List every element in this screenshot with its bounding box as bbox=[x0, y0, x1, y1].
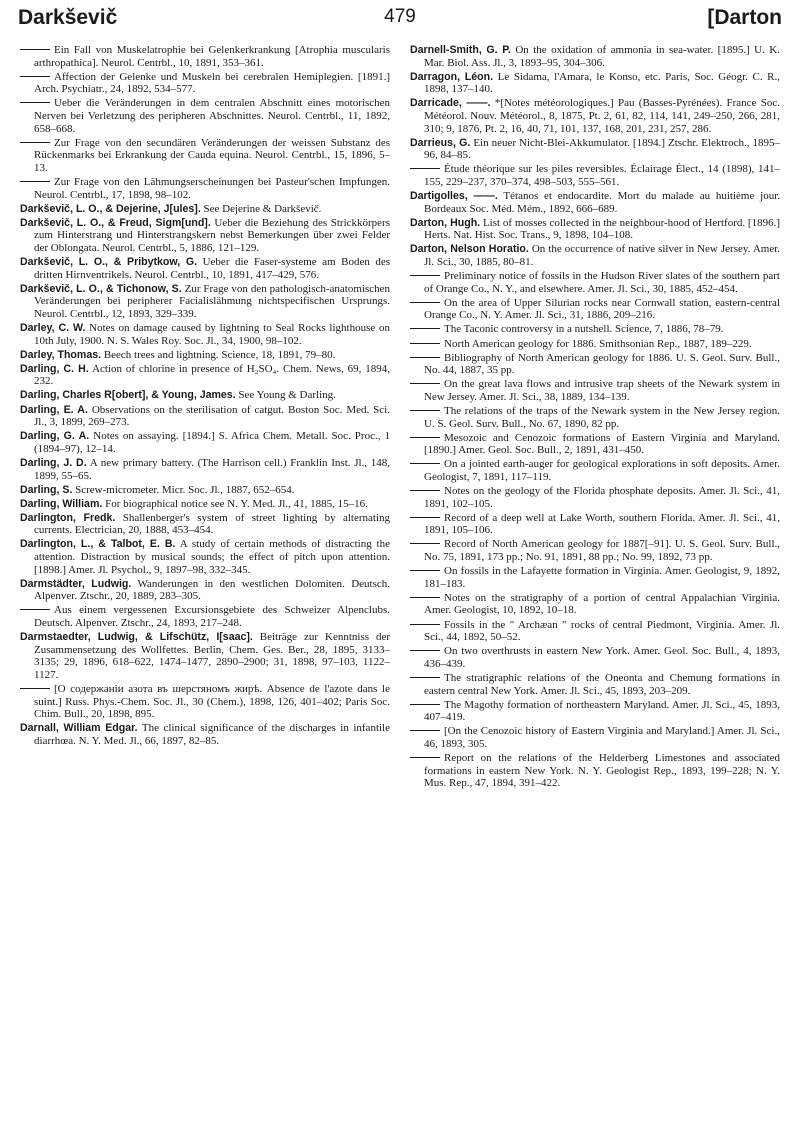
entry-author: Darling, G. A. bbox=[20, 430, 90, 443]
bibliography-entry bbox=[20, 512, 390, 537]
bibliography-entry bbox=[20, 538, 390, 576]
bibliography-entry bbox=[20, 322, 390, 347]
entry-text: Ueber die Veränderungen in dem centralen Abschnitt eines motorischen Nerven bei Verletzung des peripheren Abschnittes. Neurol. Centrbl., 11, 1892, 658–668. bbox=[34, 97, 390, 135]
entry-text: The clinical significance of the discharges in infantile diarrhœa. N. Y. Med. Jl., 66, 1897, 82–85. bbox=[34, 722, 390, 747]
entry-author: Darricade, ——. bbox=[410, 97, 491, 110]
entry-author: Darkševič, L. O., & Dejerine, J[ules]. bbox=[20, 202, 201, 215]
ditto-dash bbox=[410, 650, 440, 651]
bibliography-entry bbox=[20, 389, 390, 402]
entry-text: Mesozoic and Cenozoic formations of Eastern Virginia and Maryland. [1890.] Amer. Geol. Soc. Bull., 2, 1891, 431–450. bbox=[424, 431, 780, 457]
entry-author: Darling, J. D. bbox=[20, 456, 87, 469]
ditto-dash bbox=[410, 328, 440, 329]
entry-text: On the oxidation of ammonia in sea-water. [1895.] U. K. Mar. Biol. Ass. Jl., 3, 1893–95, 304–306. bbox=[424, 44, 781, 69]
bibliography-entry bbox=[410, 97, 780, 135]
entry-author: Darling, Charles R[obert], & Young, James. bbox=[20, 389, 236, 402]
entry-text: The stratigraphic relations of the Oneonta and Chemung formations in eastern central New York. Amer. Jl. Sci., 45, 1893, 203–209. bbox=[424, 671, 780, 697]
page-header bbox=[0, 0, 800, 40]
bibliography-entry bbox=[20, 430, 390, 455]
entry-text: Ueber die Faser-systeme am Boden des dritten Hirnventrikels. Neurol. Centrbl., 10, 1891, 417–429, 576. bbox=[34, 256, 391, 281]
bibliography-entry bbox=[20, 256, 390, 281]
entry-author: Darragon, Léon. bbox=[410, 70, 494, 83]
entry-author: Darley, C. W. bbox=[20, 321, 86, 334]
entry-text: The Taconic controversy in a nutshell. Science, 7, 1886, 78–79. bbox=[444, 323, 724, 336]
bibliography-entry bbox=[20, 604, 390, 629]
bibliography-entry bbox=[20, 683, 390, 721]
entry-text: Report on the relations of the Helderberg Limestones and associated formations in eastern New York. N. Y. Geologist Rep., 1893, 199–228; N. Y. Mus. Rep., 47, 1894, 391–422. bbox=[424, 751, 780, 790]
bibliography-entry bbox=[410, 270, 780, 295]
entry-text: Record of North American geology for 1887[–91]. U. S. Geol. Surv. Bull., No. 75, 1891, 173 pp.; No. 91, 1891, 88 pp.; No. 99, 1892, 73 pp. bbox=[424, 538, 780, 564]
entry-text: See Young & Darling. bbox=[238, 389, 336, 402]
bibliography-entry bbox=[410, 699, 780, 724]
bibliography-entry bbox=[20, 631, 390, 681]
bibliography-entry bbox=[410, 71, 780, 96]
entry-author: Darmstädter, Ludwig. bbox=[20, 577, 132, 590]
bibliography-entry bbox=[20, 722, 390, 747]
bibliography-entry bbox=[20, 484, 390, 497]
bibliography-entry bbox=[20, 44, 390, 69]
entry-author: Darkševič, L. O., & Freud, Sigm[und]. bbox=[20, 216, 211, 229]
entry-text: [О содержаніи азота въ шерстяномъ жирѣ. Absence de l'azote dans le suint.] Russ. Phys.-Chem. Soc. Jl., 30 (Chem.), 1898, 126, 401–402; Paris Soc. Chim. Bull., 20, 1898, 895. bbox=[34, 683, 390, 721]
entry-text: Wanderungen in den westlichen Dolomiten. Deutsch. Alpenver. Ztschr., 20, 1889, 283–305. bbox=[34, 577, 390, 603]
entry-author: Darlington, L., & Talbot, E. B. bbox=[20, 538, 176, 551]
bibliography-entry bbox=[410, 137, 780, 162]
entry-text: Preliminary notice of fossils in the Hudson River slates of the southern part of Orange Co., N. Y., and elsewhere. Amer. Jl. Sci., 30, 1885, 452–454. bbox=[424, 270, 780, 295]
entry-text: Zur Frage von den secundären Veränderungen der weissen Substanz des Rückenmarks bei Erkrankung der Cauda equina. Neurol. Centrbl., 15, 1896, 5–13. bbox=[34, 136, 390, 174]
entry-text: On two overthrusts in eastern New York. Amer. Geol. Soc. Bull., 4, 1893, 436–439. bbox=[424, 645, 780, 670]
entry-text: On the area of Upper Silurian rocks near Cornwall station, eastern-central Orange Co., N. Y. Amer. Jl. Sci., 31, 1886, 209–216. bbox=[424, 296, 780, 322]
bibliography-entry bbox=[410, 217, 780, 242]
entry-author: Darling, E. A. bbox=[20, 403, 88, 416]
entry-text: Ueber die Beziehung des Strickkörpers zum Hinterstrang und Hinterstrangskern nebst Bemerkungen über zwei Felder der Oblongata. Neurol. Centrbl., 5, 1886, 121–129. bbox=[34, 216, 390, 254]
entry-text: On the great lava flows and intrusive trap sheets of the Newark system in New Jersey. Amer. Jl. Sci., 38, 1889, 134–139. bbox=[424, 378, 780, 403]
entry-text: Bibliography of North American geology for 1886. U. S. Geol. Surv. Bull., No. 44, 1887, 35 pp. bbox=[424, 351, 780, 377]
bibliography-entry bbox=[410, 297, 780, 322]
bibliography-entry bbox=[20, 283, 390, 321]
entry-text: Le Sidama, l'Amara, le Konso, etc. Paris, Soc. Géogr. C. R., 1898, 137–140. bbox=[424, 70, 780, 96]
bibliography-entry bbox=[20, 97, 390, 135]
ditto-dash bbox=[410, 677, 440, 678]
entry-author: Darton, Hugh. bbox=[410, 216, 481, 229]
ditto-dash bbox=[410, 383, 440, 384]
entry-text: Notes on damage caused by lightning to Seal Rocks lighthouse on 10th July, 1900. N. S. Wales Roy. Soc. Jl., 34, 1900, 98–102. bbox=[34, 321, 390, 347]
entry-text: Fossils in the " Archæan " rocks of central Piedmont, Virginia. Amer. Jl. Sci., 44, 1892, 50–52. bbox=[424, 618, 780, 644]
entry-text: Shallenberger's system of street lighting by alternating currents. Electrician, 20, 1888, 453–454. bbox=[34, 511, 391, 537]
bibliography-entry bbox=[410, 378, 780, 403]
bibliography-entry bbox=[20, 71, 390, 96]
left-column bbox=[20, 44, 390, 749]
entry-text: On a jointed earth-auger for geological explorations in soft deposits. Amer. Geologist, 7, 1891, 117–119. bbox=[424, 458, 780, 483]
header-right-keyword: [Darton bbox=[707, 6, 782, 29]
bibliography-entry bbox=[410, 485, 780, 510]
entry-text: The relations of the traps of the Newark system in the New Jersey region. U. S. Geol. Surv. Bull., No. 67, 1890, 82 pp. bbox=[424, 405, 780, 430]
ditto-dash bbox=[410, 597, 440, 598]
ditto-dash bbox=[20, 142, 50, 143]
ditto-dash bbox=[410, 490, 440, 491]
bibliography-entry bbox=[410, 645, 780, 670]
entry-author: Darnall, William Edgar. bbox=[20, 722, 138, 735]
ditto-dash bbox=[410, 704, 440, 705]
ditto-dash bbox=[410, 437, 440, 438]
bibliography-entry bbox=[410, 619, 780, 644]
bibliography-entry bbox=[410, 565, 780, 590]
bibliography-entry bbox=[410, 243, 780, 268]
entry-author: Darling, S. bbox=[20, 483, 73, 496]
bibliography-entry bbox=[20, 137, 390, 175]
entry-text: [On the Cenozoic history of Eastern Virginia and Maryland.] Amer. Jl. Sci., 46, 1893, 305. bbox=[424, 725, 780, 750]
entry-text: Beech trees and lightning. Science, 18, 1891, 79–80. bbox=[103, 348, 336, 361]
bibliography-entry bbox=[410, 432, 780, 457]
entry-text: Zur Frage von den Lähmungserscheinungen bei Pasteur'schen Impfungen. Neurol. Centrbl., 17, 1898, 98–102. bbox=[34, 175, 390, 201]
bibliography-entry bbox=[20, 404, 390, 429]
ditto-dash bbox=[410, 730, 440, 731]
bibliography-entry bbox=[410, 405, 780, 430]
entry-text: Ein Fall von Muskelatrophie bei Gelenkerkrankung [Atrophia muscularis arthropathica]. Neurol. Centrbl., 10, 1891, 353–361. bbox=[34, 44, 390, 69]
ditto-dash bbox=[20, 181, 50, 182]
bibliography-entry bbox=[410, 672, 780, 697]
bibliography-entry bbox=[410, 352, 780, 377]
bibliography-entry bbox=[410, 323, 780, 336]
entry-text: Notes on the stratigraphy of a portion of central Appalachian Virginia. Amer. Geologist, 10, 1892, 10–18. bbox=[424, 591, 780, 617]
bibliography-entry bbox=[410, 592, 780, 617]
entry-text: Notes on the geology of the Florida phosphate deposits. Amer. Jl. Sci., 41, 1891, 102–105. bbox=[424, 485, 780, 510]
entry-author: Darkševič, L. O., & Tichonow, S. bbox=[20, 282, 182, 295]
entry-author: Darkševič, L. O., & Pribytkow, G. bbox=[20, 256, 198, 268]
entry-text: A study of certain methods of distracting the attention. Distraction by musical sounds; the effect of pitch upon attention. [1898.] Amer. Jl. Psychol., 9, 1897–98, 332–345. bbox=[34, 538, 390, 576]
entry-text: Étude théorique sur les piles reversibles. Éclairage Élect., 14 (1898), 141–155, 229–237, 370–374, 498–503, 555–561. bbox=[424, 163, 780, 188]
bibliography-entry bbox=[20, 349, 390, 362]
entry-author: Darton, Nelson Horatio. bbox=[410, 243, 529, 256]
ditto-dash bbox=[410, 343, 440, 344]
entry-author: Dartigolles, ——. bbox=[410, 190, 498, 203]
ditto-dash bbox=[410, 357, 440, 358]
entry-text: Notes on assaying. [1894.] S. Africa Chem. Metall. Soc. Proc., 1 (1894–97), 12–14. bbox=[34, 430, 390, 455]
entry-author: Darlington, Fredk. bbox=[20, 511, 116, 524]
entry-text: List of mosses collected in the neighbour-hood of Hertford. [1896.] Herts. Nat. Hist. Soc. Trans., 9, 1898, 104–108. bbox=[424, 216, 781, 242]
entry-text: Affection der Gelenke und Muskeln bei cerebralen Hemiplegien. [1891.] Arch. Psychiatr., 24, 1892, 534–577. bbox=[34, 70, 390, 96]
entry-text: Screw-micrometer. Micr. Soc. Jl., 1887, 652–654. bbox=[75, 483, 295, 496]
bibliography-entry bbox=[20, 176, 390, 201]
ditto-dash bbox=[410, 517, 440, 518]
ditto-dash bbox=[410, 168, 440, 169]
entry-text: On the occurrence of native silver in New Jersey. Amer. Jl. Sci., 30, 1885, 80–81. bbox=[424, 243, 781, 268]
bibliography-entry bbox=[20, 363, 390, 388]
bibliography-entry bbox=[20, 498, 390, 511]
entry-text: Observations on the sterilisation of catgut. Boston Soc. Med. Sci. Jl., 3, 1899, 269–273. bbox=[34, 403, 390, 429]
entry-text: The Magothy formation of northeastern Maryland. Amer. Jl. Sci., 45, 1893, 407–419. bbox=[424, 698, 780, 724]
bibliography-entry bbox=[410, 163, 780, 188]
entry-author: Darrieus, G. bbox=[410, 136, 471, 149]
entry-text: Zur Frage von den pathologisch-anatomischen Veränderungen bei peripherer Facialislähmung nichtspecifischen Ursprungs. Neurol. Centrbl., 12, 1893, 329–339. bbox=[34, 282, 391, 320]
bibliography-entry bbox=[20, 457, 390, 482]
ditto-dash bbox=[20, 76, 50, 77]
entry-text: On fossils in the Lafayette formation in Virginia. Amer. Geologist, 9, 1892, 181–183. bbox=[424, 565, 780, 590]
entry-text: Ein neuer Nicht-Blei-Akkumulator. [1894.] Ztschr. Elektroch., 1895–96, 84–85. bbox=[424, 136, 780, 162]
entry-text: Tétanos et endocardite. Mort du malade au huitième jour. Bordeaux Soc. Méd. Mém., 1892, 666–689. bbox=[424, 190, 781, 215]
ditto-dash bbox=[410, 757, 440, 758]
bibliography-entry bbox=[20, 217, 390, 255]
entry-text: Beiträge zur Kenntniss der Zusammensetzung des Wollfettes. Berlin, Chem. Ges. Ber., 28, 1895, 3133–3135; 29, 1896, 618–622, 1474–1477, 2890–2900; 31, 1898, 97–103, 1122–1127. bbox=[34, 631, 390, 681]
bibliography-entry bbox=[20, 203, 390, 216]
entry-text: A new primary battery. (The Harrison cell.) Franklin Inst. Jl., 148, 1899, 55–65. bbox=[34, 456, 390, 482]
entry-author: Darley, Thomas. bbox=[20, 348, 102, 361]
entry-author: Darling, William. bbox=[20, 497, 103, 510]
entry-author: Darmstaedter, Ludwig, & Lifschütz, I[saac]. bbox=[20, 631, 253, 644]
bibliography-entry bbox=[410, 458, 780, 483]
bibliography-entry bbox=[20, 578, 390, 603]
entry-text: Action of chlorine in presence of H₂SO₄. Chem. News, 69, 1894, 232. bbox=[34, 362, 390, 388]
ditto-dash bbox=[410, 463, 440, 464]
header-left-keyword: Darkševič bbox=[18, 6, 118, 29]
entry-text: See Dejerine & Darkševič. bbox=[203, 202, 322, 215]
ditto-dash bbox=[410, 302, 440, 303]
ditto-dash bbox=[410, 275, 440, 276]
bibliography-entry bbox=[410, 190, 780, 215]
ditto-dash bbox=[410, 543, 440, 544]
ditto-dash bbox=[20, 609, 50, 610]
ditto-dash bbox=[20, 102, 50, 103]
bibliography-entry bbox=[410, 44, 780, 69]
bibliography-entry bbox=[410, 512, 780, 537]
bibliography-entry bbox=[410, 725, 780, 750]
ditto-dash bbox=[20, 688, 50, 689]
entry-text: For biographical notice see N. Y. Med. Jl., 41, 1885, 15–16. bbox=[105, 497, 368, 510]
entry-text: Aus einem vergessenen Excursionsgebiete des Schweizer Alpenclubs. Deutsch. Alpenver. Ztschr., 24, 1893, 217–248. bbox=[34, 604, 390, 630]
ditto-dash bbox=[410, 570, 440, 571]
bibliography-entry bbox=[410, 752, 780, 790]
entry-author: Darling, C. H. bbox=[20, 362, 89, 375]
page-number: 479 bbox=[384, 6, 416, 27]
bibliography-entry bbox=[410, 538, 780, 563]
ditto-dash bbox=[20, 49, 50, 50]
ditto-dash bbox=[410, 410, 440, 411]
ditto-dash bbox=[410, 624, 440, 625]
entry-text: Record of a deep well at Lake Worth, southern Florida. Amer. Jl. Sci., 41, 1891, 105–106. bbox=[424, 511, 780, 537]
entry-text: North American geology for 1886. Smithsonian Rep., 1887, 189–229. bbox=[444, 337, 752, 350]
bibliography-entry bbox=[410, 338, 780, 351]
entry-author: Darnell-Smith, G. P. bbox=[410, 44, 511, 56]
right-column bbox=[410, 44, 780, 791]
entry-text: *[Notes météorologiques.] Pau (Basses-Pyrénées). France Soc. Météorol. Nouv. Météorol., 8, 1875, Pt. 2, 61, 82, 114, 141, 249–250, 266, 281, 310; 9, 1876, Pt. 2, 16, 40, 71, 101, 137, 168, 201, 231, 257, 286. bbox=[424, 97, 781, 135]
